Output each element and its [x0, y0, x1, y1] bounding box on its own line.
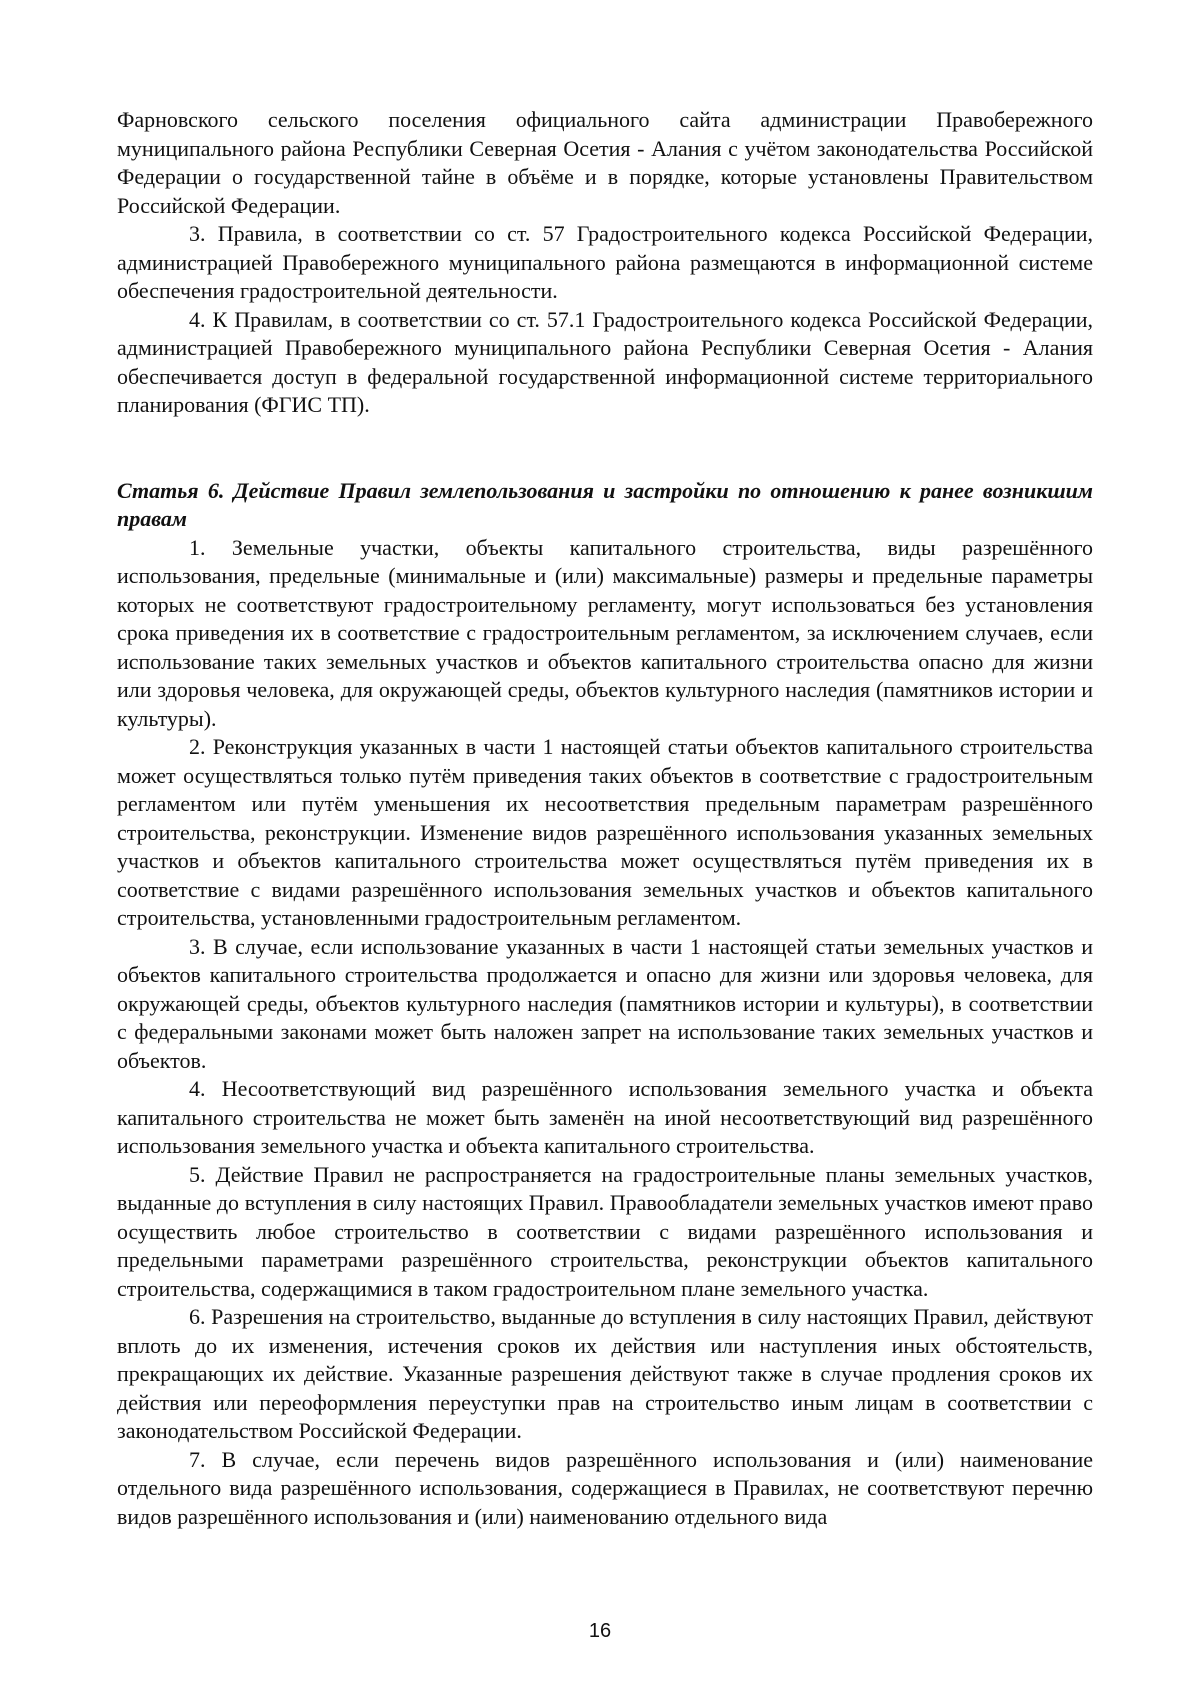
- article-paragraph-6: 6. Разрешения на строительство, выданные до вступления в силу настоящих Правил, действуют вплоть до их изменения, истечения сроков их действия или наступления иных обстоятельств, прекращающих их действие. Указанные разрешения действуют также в случае продления сроков их действия или переоформления переуступки прав на строительство иным лицам в соответствии с законодательством Российской Федерации.: [117, 1304, 1093, 1443]
- article-paragraph-1: 1. Земельные участки, объекты капитального строительства, виды разрешённого использования, предельные (минимальные и (или) максимальные) размеры и предельные параметры которых не соответствуют градостроительному регламенту, могут использоваться без установления срока приведения их в соответствие с градостроительным регламентом, за исключением случаев, если использование таких земельных участков и объектов капитального строительства опасно для жизни или здоровья человека, для окружающей среды, объектов культурного наследия (памятников истории и культуры).: [117, 534, 1093, 731]
- page-number: 16: [588, 1620, 612, 1642]
- article-paragraph-7: 7. В случае, если перечень видов разрешённого использования и (или) наименование отдельного вида разрешённого использования, содержащиеся в Правилах, не соответствуют перечню видов разрешённого использования и (или) наименованию отдельного вида: [117, 1446, 1093, 1529]
- article-paragraph-2: 2. Реконструкция указанных в части 1 настоящей статьи объектов капитального строительства может осуществляться только путём приведения таких объектов в соответствие с градостроительным регламентом или путём уменьшения их несоответствия предельным параметрам разрешённого строительства, реконструкции. Изменение видов разрешённого использования указанных земельных участков и объектов капитального строительства может осуществляться путём приведения их в соответствие с видами разрешённого использования земельных участков и объектов капитального строительства, установленными градостроительным регламентом.: [117, 734, 1093, 930]
- article-paragraph-5: 5. Действие Правил не распространяется на градостроительные планы земельных участков, выданные до вступления в силу настоящих Правил. Правообладатели земельных участков имеют право осуществить любое строительство в соответствии с видами разрешённого использования и предельными параметрами разрешённого строительства, реконструкции объектов капитального строительства, содержащимися в таком градостроительном плане земельного участка.: [117, 1161, 1093, 1301]
- paragraph-continuation: Фарновского сельского поселения официального сайта администрации Правобережного муниципального района Республики Северная Осетия - Алания с учётом законодательства Российской Федерации о государственной тайне в объёме и в порядке, которые установлены Правительством Российской Федерации.: [117, 107, 1093, 218]
- paragraph-item-4: 4. К Правилам, в соответствии со ст. 57.1 Градостроительного кодекса Российской Федерации, администрацией Правобережного муниципального района Республики Северная Осетия - Алания обеспечивается доступ в федеральной государственной информационной системе территориального планирования (ФГИС ТП).: [117, 306, 1093, 417]
- paragraph-item-3: 3. Правила, в соответствии со ст. 57 Градостроительного кодекса Российской Федерации, администрацией Правобережного муниципального района размещаются в информационной системе обеспечения градостроительной деятельности.: [117, 221, 1093, 303]
- document-page: [117, 106, 1093, 1531]
- article-paragraph-4: 4. Несоответствующий вид разрешённого использования земельного участка и объекта капитального строительства не может быть заменён на иной несоответствующий вид разрешённого использования земельного участка и объекта капитального строительства.: [117, 1076, 1093, 1158]
- article-heading: Статья 6. Действие Правил землепользования и застройки по отношению к ранее возникшим правам: [117, 477, 1093, 531]
- article-paragraph-3: 3. В случае, если использование указанных в части 1 настоящей статьи земельных участков и объектов капитального строительства продолжается и опасно для жизни или здоровья человека, для окружающей среды, объектов культурного наследия (памятников истории и культуры), в соответствии с федеральными законами может быть наложен запрет на использование таких земельных участков и объектов.: [117, 933, 1093, 1073]
